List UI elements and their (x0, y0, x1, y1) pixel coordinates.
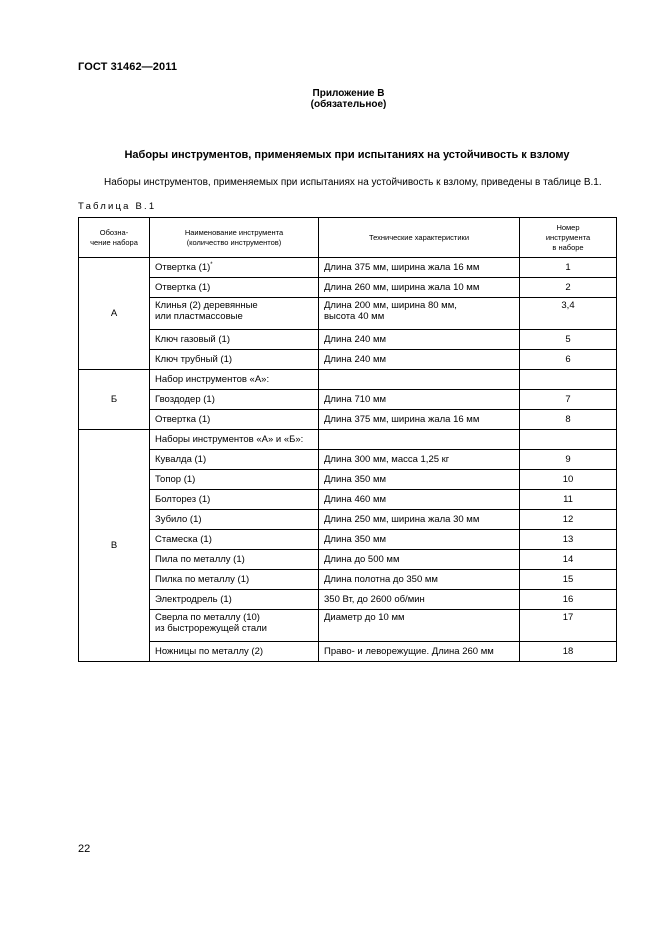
header-tool-name: Наименование инструмента (количество инструментов) (150, 218, 319, 258)
table-row (79, 370, 617, 390)
tool-name-cell: Пилка по металлу (1) (150, 570, 319, 590)
tool-number-cell (520, 370, 617, 390)
tool-name-cell: Ножницы по металлу (2) (150, 642, 319, 662)
spec-cell: Длина 260 мм, ширина жала 10 мм (319, 278, 520, 298)
tool-name-cell: Клинья (2) деревянные или пластмассовые (150, 298, 319, 330)
table-row (79, 258, 617, 278)
header-set-designation: Обозна- чение набора (79, 218, 150, 258)
section-title: Наборы инструментов, применяемых при испытаниях на устойчивость к взлому (124, 149, 570, 161)
tool-number-cell: 14 (520, 550, 617, 570)
table-row (79, 350, 617, 370)
table-row (79, 450, 617, 470)
table-row (79, 410, 617, 430)
set-designation-cell: В (79, 430, 150, 662)
table-row (79, 278, 617, 298)
set-designation-cell: Б (79, 370, 150, 430)
header-specifications: Технические характеристики (319, 218, 520, 258)
spec-cell: Длина до 500 мм (319, 550, 520, 570)
tool-name-cell: Пила по металлу (1) (150, 550, 319, 570)
spec-cell: Длина 240 мм (319, 350, 520, 370)
table-row (79, 510, 617, 530)
spec-cell (319, 430, 520, 450)
tool-name-cell: Отвертка (1) (150, 278, 319, 298)
spec-cell: Длина 300 мм, масса 1,25 кг (319, 450, 520, 470)
table-row (79, 642, 617, 662)
tool-name-cell: Отвертка (1) (150, 410, 319, 430)
tool-name-cell: Ключ трубный (1) (150, 350, 319, 370)
page-number: 22 (78, 843, 91, 855)
intro-paragraph: Наборы инструментов, применяемых при испытаниях на устойчивость к взлому, приведены в таблице В.1. (104, 177, 602, 188)
tool-number-cell: 6 (520, 350, 617, 370)
tool-number-cell: 2 (520, 278, 617, 298)
tool-name-cell: Отвертка (1)* (150, 258, 319, 278)
table-row (79, 430, 617, 450)
tool-name-cell: Кувалда (1) (150, 450, 319, 470)
footnote-marker: * (210, 262, 213, 268)
appendix-heading (0, 88, 661, 110)
header-tool-number: Номер инструмента в наборе (520, 218, 617, 258)
spec-cell (319, 370, 520, 390)
spec-cell: Право- и леворежущие. Длина 260 мм (319, 642, 520, 662)
table-label: Таблица В.1 (78, 201, 157, 212)
tool-name-cell: Гвоздодер (1) (150, 390, 319, 410)
spec-cell: Длина 250 мм, ширина жала 30 мм (319, 510, 520, 530)
appendix-title: Приложение В (312, 88, 385, 99)
spec-cell: Диаметр до 10 мм (319, 610, 520, 642)
tool-number-cell: 9 (520, 450, 617, 470)
tool-name-cell: Болторез (1) (150, 490, 319, 510)
tool-number-cell: 3,4 (520, 298, 617, 330)
table-row (79, 330, 617, 350)
tool-number-cell (520, 430, 617, 450)
tool-number-cell: 12 (520, 510, 617, 530)
spec-cell: Длина 375 мм, ширина жала 16 мм (319, 258, 520, 278)
tool-number-cell: 1 (520, 258, 617, 278)
spec-cell: Длина 350 мм (319, 470, 520, 490)
table-row (79, 550, 617, 570)
table-row (79, 590, 617, 610)
table-header-row (79, 218, 617, 258)
tool-number-cell: 8 (520, 410, 617, 430)
table-row (79, 610, 617, 642)
tool-name-cell: Ключ газовый (1) (150, 330, 319, 350)
tool-number-cell: 13 (520, 530, 617, 550)
table-row (79, 298, 617, 330)
spec-cell: Длина полотна до 350 мм (319, 570, 520, 590)
table-row (79, 390, 617, 410)
tool-name-cell: Зубило (1) (150, 510, 319, 530)
tool-number-cell: 11 (520, 490, 617, 510)
document-code: ГОСТ 31462—2011 (78, 61, 178, 73)
spec-cell: Длина 710 мм (319, 390, 520, 410)
spec-cell: Длина 200 мм, ширина 80 мм, высота 40 мм (319, 298, 520, 330)
tool-name-cell: Сверла по металлу (10) из быстрорежущей стали (150, 610, 319, 642)
table-row (79, 470, 617, 490)
tool-sets-table (78, 217, 617, 662)
tool-number-cell: 7 (520, 390, 617, 410)
tool-name-cell: Топор (1) (150, 470, 319, 490)
tool-name-cell: Стамеска (1) (150, 530, 319, 550)
tool-number-cell: 17 (520, 610, 617, 642)
table-row (79, 490, 617, 510)
tool-name-cell: Наборы инструментов «А» и «Б»: (150, 430, 319, 450)
tool-number-cell: 18 (520, 642, 617, 662)
tool-number-cell: 16 (520, 590, 617, 610)
spec-cell: Длина 460 мм (319, 490, 520, 510)
spec-cell: 350 Вт, до 2600 об/мин (319, 590, 520, 610)
spec-cell: Длина 375 мм, ширина жала 16 мм (319, 410, 520, 430)
tool-name-cell: Электродрель (1) (150, 590, 319, 610)
spec-cell: Длина 350 мм (319, 530, 520, 550)
spec-cell: Длина 240 мм (319, 330, 520, 350)
set-designation-cell: А (79, 258, 150, 370)
tool-number-cell: 5 (520, 330, 617, 350)
tool-name-cell: Набор инструментов «А»: (150, 370, 319, 390)
tool-number-cell: 15 (520, 570, 617, 590)
tool-number-cell: 10 (520, 470, 617, 490)
table-row (79, 530, 617, 550)
table-row (79, 570, 617, 590)
appendix-status: (обязательное) (310, 99, 387, 110)
